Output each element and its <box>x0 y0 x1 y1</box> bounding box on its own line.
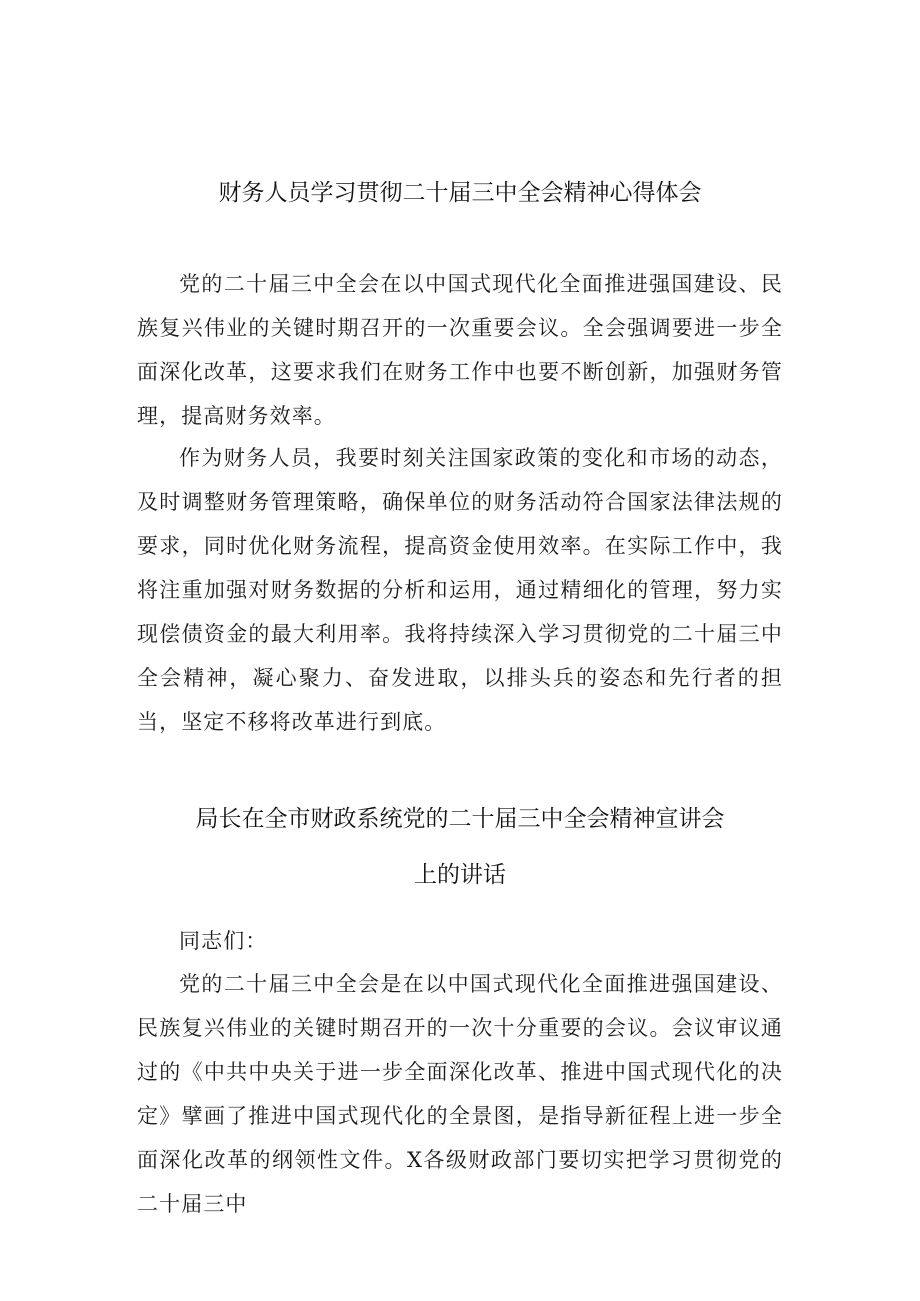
paragraph-3: 党的二十届三中全会是在以中国式现代化全面推进强国建设、民族复兴伟业的关键时期召开的一次十分重要的会议。会议审议通过的《中共中央关于进一步全面深化改革、推进中国式现代化的决定》擘画了推进中国式现代化的全景图，是指导新征程上进一步全面深化改革的纲领性文件。X各级财政部门要切实把学习贯彻党的二十届三中 <box>137 972 783 1216</box>
title-2-line-1: 局长在全市财政系统党的二十届三中全会精神宣讲会 <box>195 806 725 832</box>
paragraph-1: 党的二十届三中全会在以中国式现代化全面推进强国建设、民族复兴伟业的关键时期召开的一次重要会议。全会强调要进一步全面深化改革，这要求我们在财务工作中也要不断创新，加强财务管理，提高财务效率。 <box>137 272 783 428</box>
salutation: 同志们： <box>179 929 268 953</box>
paragraph-2: 作为财务人员，我要时刻关注国家政策的变化和市场的动态，及时调整财务管理策略，确保单位的财务活动符合国家法律法规的要求，同时优化财务流程，提高资金使用效率。在实际工作中，我将注重加强对财务数据的分析和运用，通过精细化的管理，努力实现偿债资金的最大利用率。我将持续深入学习贯彻党的二十届三中全会精神，凝心聚力、奋发进取，以排头兵的姿态和先行者的担当，坚定不移将改革进行到底。 <box>137 446 783 734</box>
document-title-2 <box>0 791 920 903</box>
title-2-line-2: 上的讲话 <box>414 862 506 888</box>
document-title-1: 财务人员学习贯彻二十届三中全会精神心得体会 <box>218 180 702 206</box>
